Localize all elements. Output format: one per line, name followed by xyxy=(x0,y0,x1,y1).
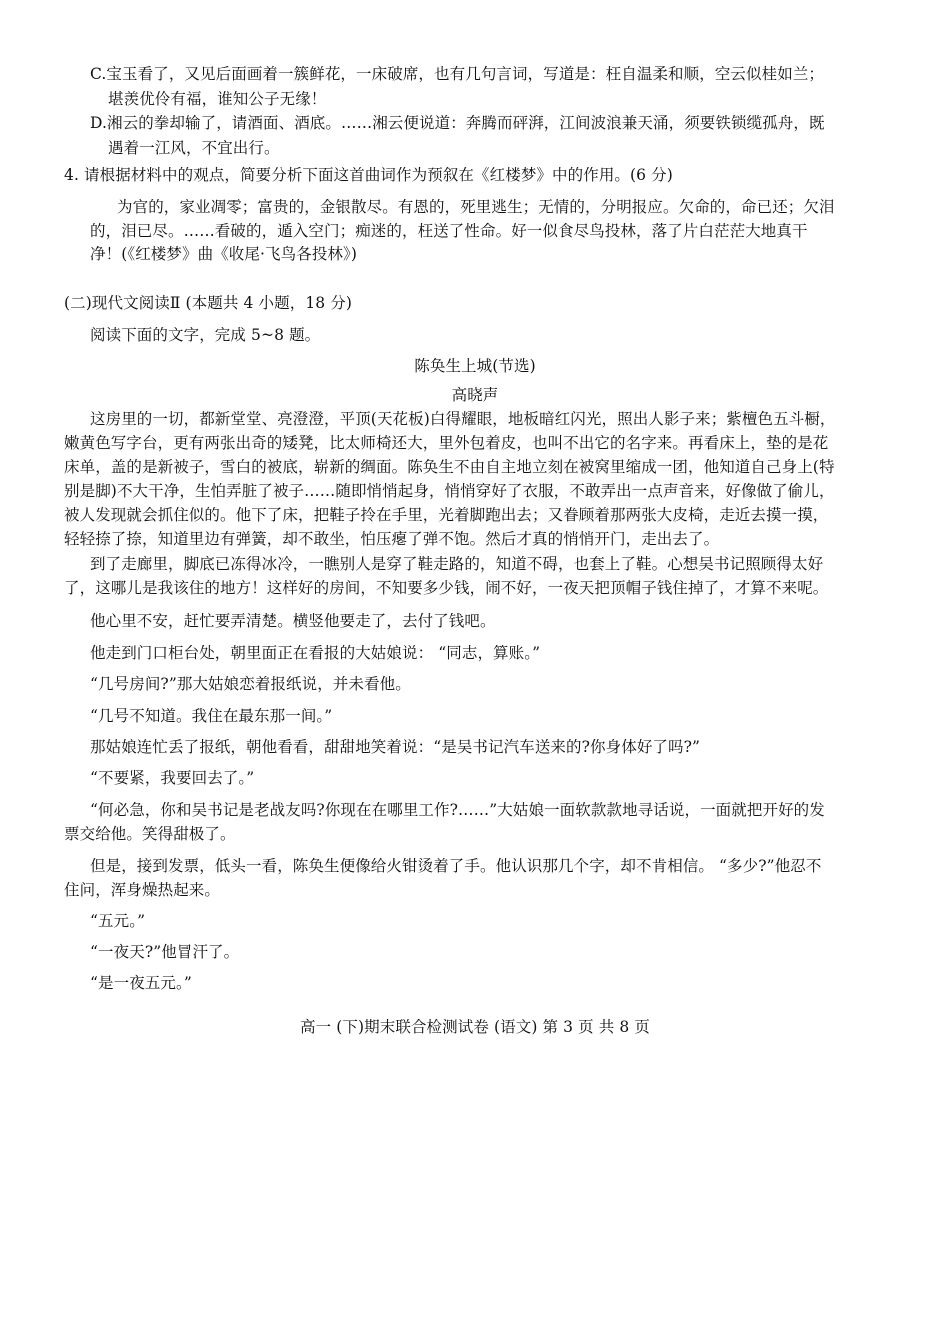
option-c-line-2: 堪羡优伶有福，谁知公子无缘！ xyxy=(108,90,327,108)
passage-p1-line-3: 床单，盖的是新被子，雪白的被底，崭新的绸面。陈奂生不由自主地立刻在被窝里缩成一团，他知道自己身上(特 xyxy=(64,458,835,476)
option-c-line-1: C.宝玉看了，又见后面画着一簇鲜花，一床破席，也有几句言词，写道是：枉自温柔和顺，空云似桂如兰； xyxy=(90,65,825,83)
passage-author: 高晓声 xyxy=(451,386,499,404)
passage-p7: 那姑娘连忙丢了报纸，朝他看看，甜甜地笑着说：“是吴书记汽车送来的?你身体好了吗?” xyxy=(90,738,701,756)
question-4-prompt: 4. 请根据材料中的观点，简要分析下面这首曲词作为预叙在《红楼梦》中的作用。(6 分) xyxy=(64,166,673,184)
passage-p1-line-6: 轻轻捺了捺，知道里边有弹簧，却不敢坐，怕压瘪了弹不饱。然后才真的悄悄开门，走出去了。 xyxy=(64,530,720,548)
passage-p9-line-2: 票交给他。笑得甜极了。 xyxy=(64,825,236,843)
passage-p13: “是一夜五元。” xyxy=(90,974,192,992)
section-2-instruction: 阅读下面的文字，完成 5~8 题。 xyxy=(90,326,321,344)
passage-title: 陈奂生上城(节选) xyxy=(414,357,536,375)
option-d-line-1: D.湘云的拳却输了，请酒面、酒底。……湘云便说道：奔腾而砰湃，江间波浪兼天涌，须要铁锁缆孤舟，既 xyxy=(90,114,825,132)
passage-p11: “五元。” xyxy=(90,912,146,930)
passage-p1-line-5: 被人发现就会抓住似的。他下了床，把鞋子拎在手里，光着脚跑出去；又眷顾着那两张大皮椅，走近去摸一摸， xyxy=(64,506,829,524)
question-4-quote-line-3: 净！(《红楼梦》曲《收尾·飞鸟各投林》) xyxy=(90,245,358,263)
passage-p3: 他心里不安，赶忙要弄清楚。横竖他要走了，去付了钱吧。 xyxy=(90,612,496,630)
passage-p2-line-1: 到了走廊里，脚底已冻得冰冷，一瞧别人是穿了鞋走路的，知道不碍，也套上了鞋。心想吴书记照顾得太好 xyxy=(90,555,824,573)
option-d-line-2: 遇着一江风，不宜出行。 xyxy=(108,139,280,157)
passage-p9-line-1: “何必急，你和吴书记是老战友吗?你现在在哪里工作?……”大姑娘一面软款款地寻话说，一面就把开好的发 xyxy=(90,801,825,819)
section-2-heading: (二)现代文阅读Ⅱ (本题共 4 小题，18 分) xyxy=(64,294,353,312)
passage-p8: “不要紧，我要回去了。” xyxy=(90,769,255,787)
passage-p10-line-2: 住问，浑身燥热起来。 xyxy=(64,881,221,899)
question-4-quote-line-1: 为官的，家业凋零；富贵的，金银散尽。有恩的，死里逃生；无情的，分明报应。欠命的，命已还；欠泪 xyxy=(117,198,835,216)
passage-p12: “一夜天?”他冒汗了。 xyxy=(90,943,240,961)
passage-p4: 他走到门口柜台处，朝里面正在看报的大姑娘说： “同志，算账。” xyxy=(90,644,541,662)
passage-p1-line-1: 这房里的一切，都新堂堂、亮澄澄，平顶(天花板)白得耀眼，地板暗红闪光，照出人影子来；紫檀色五斗橱， xyxy=(90,410,836,428)
passage-p1-line-2: 嫩黄色写字台，更有两张出奇的矮凳，比太师椅还大，里外包着皮，也叫不出它的名字来。再看床上，垫的是花 xyxy=(64,434,829,452)
page-footer: 高一 (下)期末联合检测试卷 (语文) 第 3 页 共 8 页 xyxy=(300,1018,650,1036)
question-4-quote-line-2: 的，泪已尽。……看破的，遁入空门；痴迷的，枉送了性命。好一似食尽鸟投林，落了片白茫茫大地真干 xyxy=(90,222,808,240)
passage-p2-line-2: 了，这哪儿是我该住的地方！这样好的房间，不知要多少钱，闹不好，一夜天把顶帽子钱住掉了，才算不来呢。 xyxy=(64,579,829,597)
passage-p6: “几号不知道。我住在最东那一间。” xyxy=(90,707,333,725)
passage-p1-line-4: 别是脚)不大干净，生怕弄脏了被子……随即悄悄起身，悄悄穿好了衣服，不敢弄出一点声音来，好像做了偷儿， xyxy=(64,482,835,500)
passage-p5: “几号房间?”那大姑娘恋着报纸说，并未看他。 xyxy=(90,675,411,693)
passage-p10-line-1: 但是，接到发票，低头一看，陈奂生便像给火钳烫着了手。他认识那几个字，却不肯相信。 “多少?”他忍不 xyxy=(90,857,822,875)
